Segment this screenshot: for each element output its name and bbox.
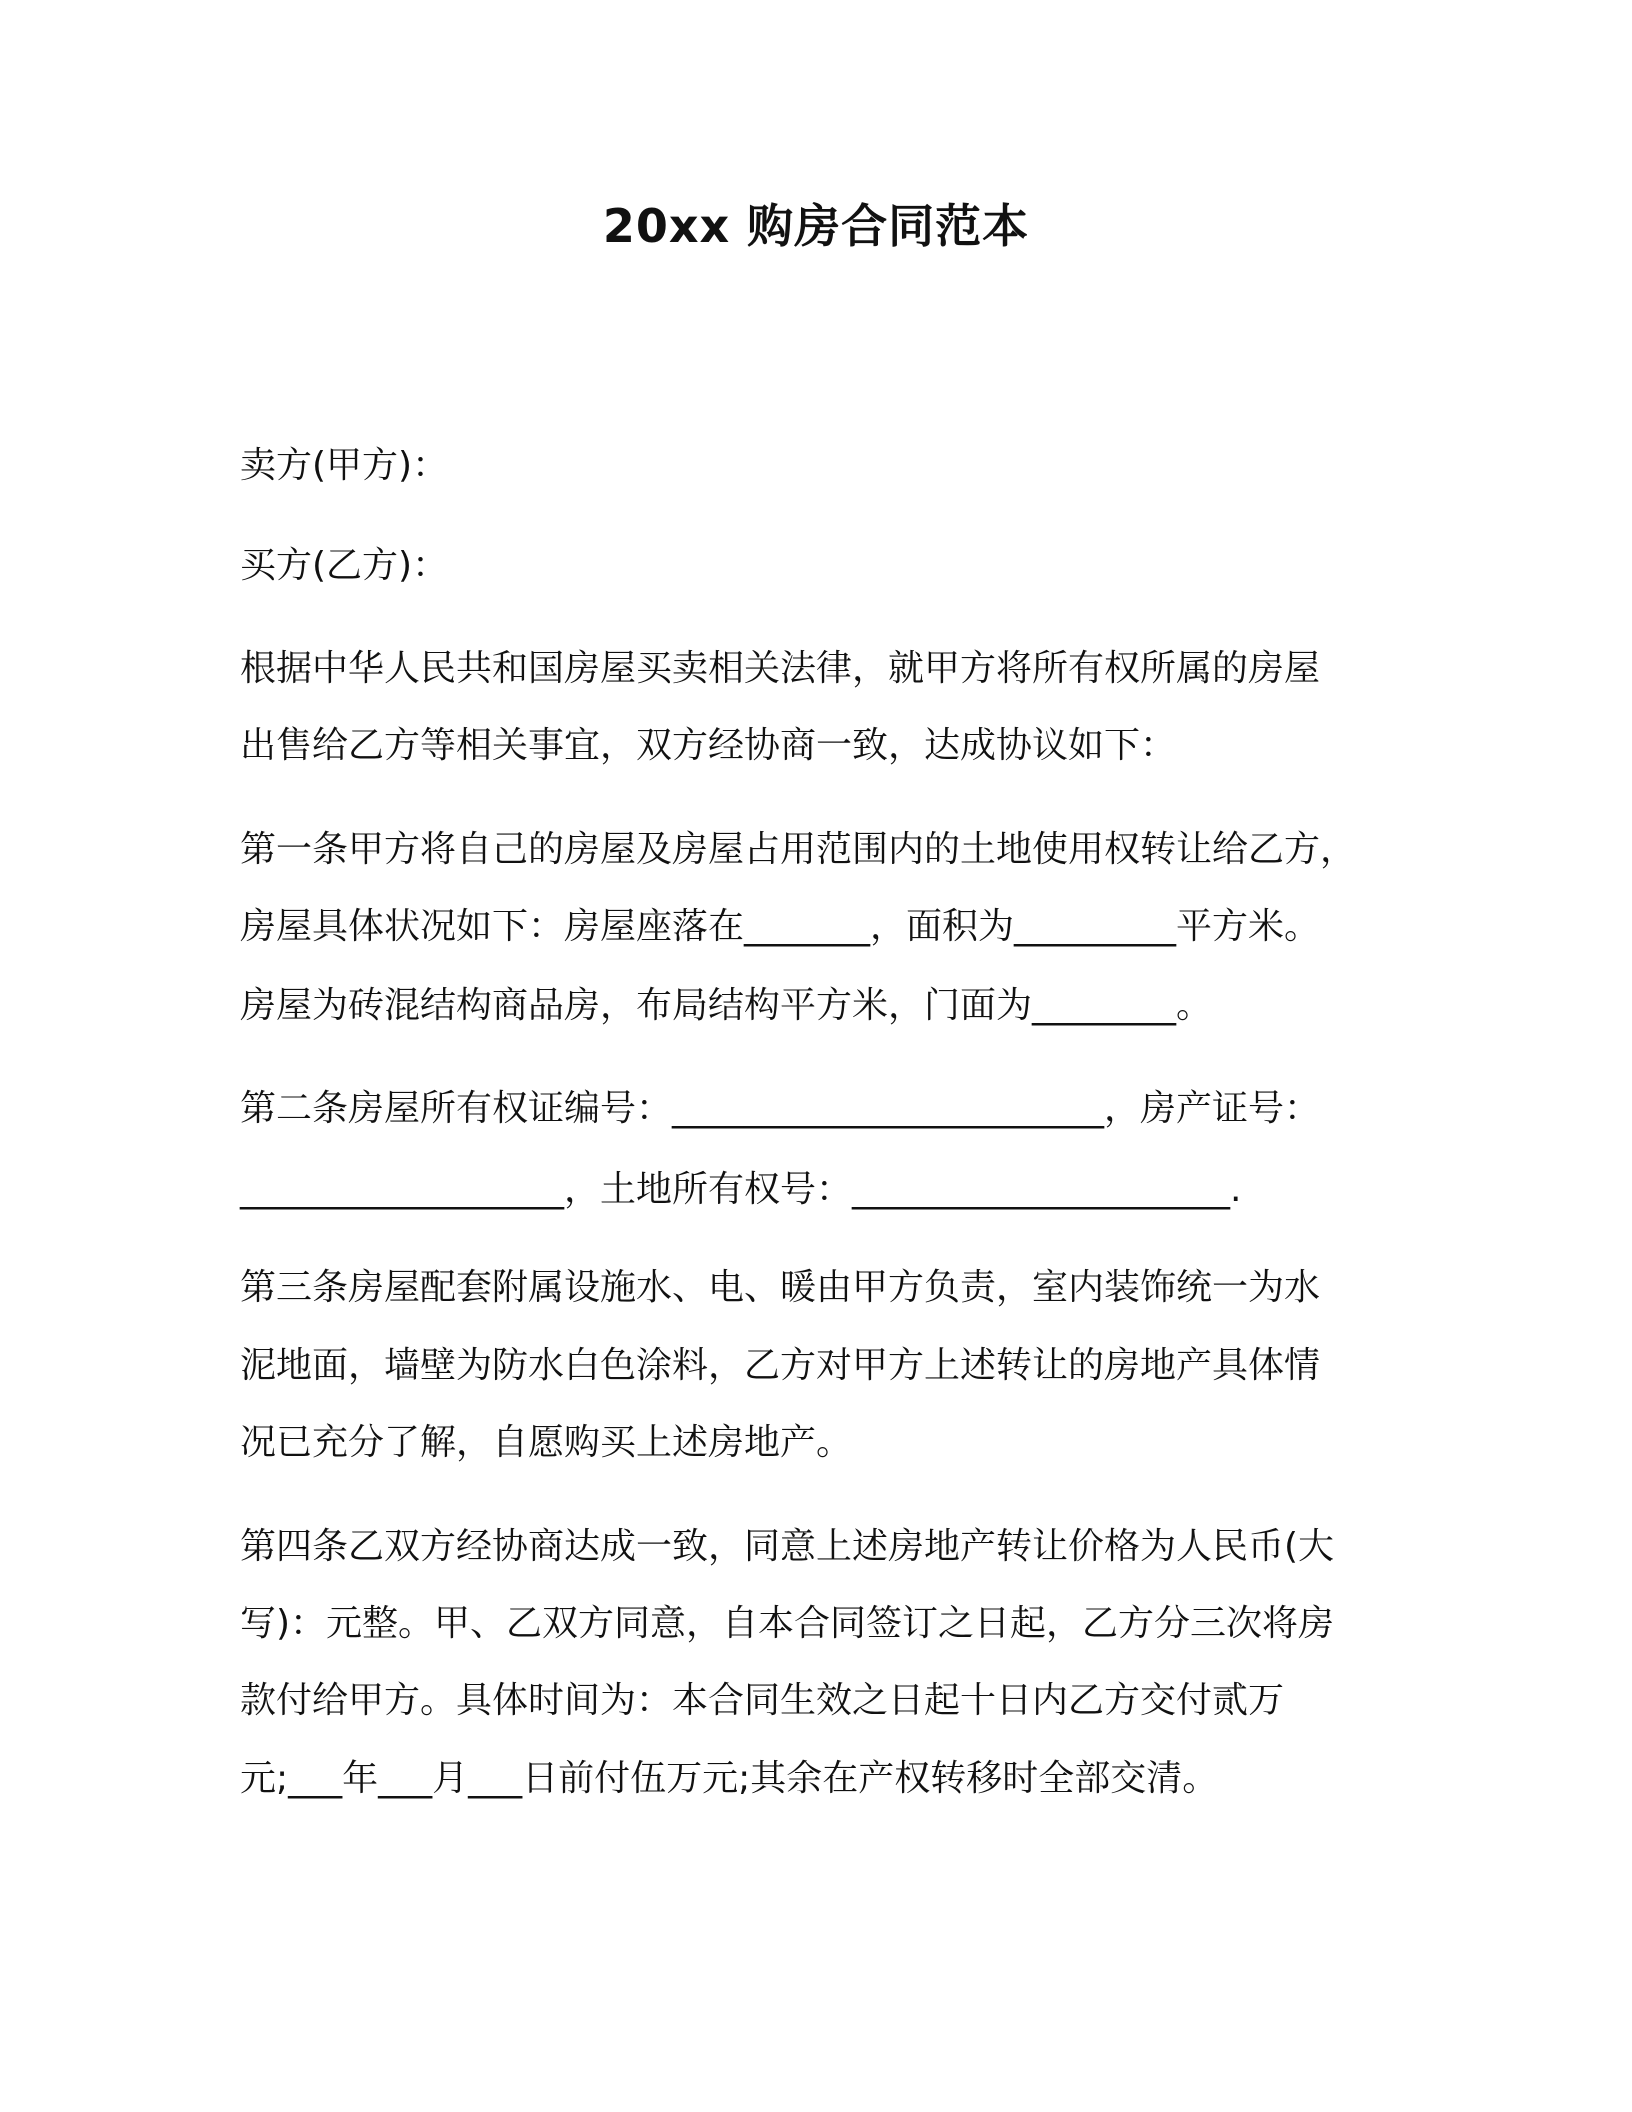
document-title: 20xx 购房合同范本 [602,199,1030,253]
preamble-line: 根据中华人民共和国房屋买卖相关法律，就甲方将所有权所属的房屋 [240,648,1321,689]
article-1-line: 房屋为砖混结构商品房，布局结构平方米，门面为________。 [240,985,1213,1026]
buyer-label: 买方(乙方)： [240,545,449,586]
article-4-line: 元;___年___月___日前付伍万元;其余在产权转移时全部交清。 [240,1758,1219,1799]
article-1-line: 第一条甲方将自己的房屋及房屋占用范围内的土地使用权转让给乙方， [240,829,1357,870]
article-1-line: 房屋具体状况如下：房屋座落在_______，面积为_________平方米。 [240,906,1321,947]
article-3-line: 第三条房屋配套附属设施水、电、暖由甲方负责，室内装饰统一为水 [240,1267,1321,1308]
article-4-line: 写)：元整。甲、乙双方同意，自本合同签订之日起，乙方分三次将房 [240,1603,1335,1644]
article-3-line: 况已充分了解，自愿购买上述房地产。 [240,1422,853,1463]
seller-label: 卖方(甲方)： [240,445,449,486]
article-2-line: __________________，土地所有权号：_____________________. [240,1169,1242,1210]
article-3-line: 泥地面，墙壁为防水白色涂料，乙方对甲方上述转让的房地产具体情 [240,1345,1321,1386]
article-4-line: 款付给甲方。具体时间为：本合同生效之日起十日内乙方交付贰万 [240,1680,1285,1721]
article-4-line: 第四条乙双方经协商达成一致，同意上述房地产转让价格为人民币(大 [240,1526,1335,1567]
preamble-line: 出售给乙方等相关事宜，双方经协商一致，达成协议如下： [240,725,1177,766]
article-2-line: 第二条房屋所有权证编号：________________________，房产证号： [240,1088,1321,1129]
